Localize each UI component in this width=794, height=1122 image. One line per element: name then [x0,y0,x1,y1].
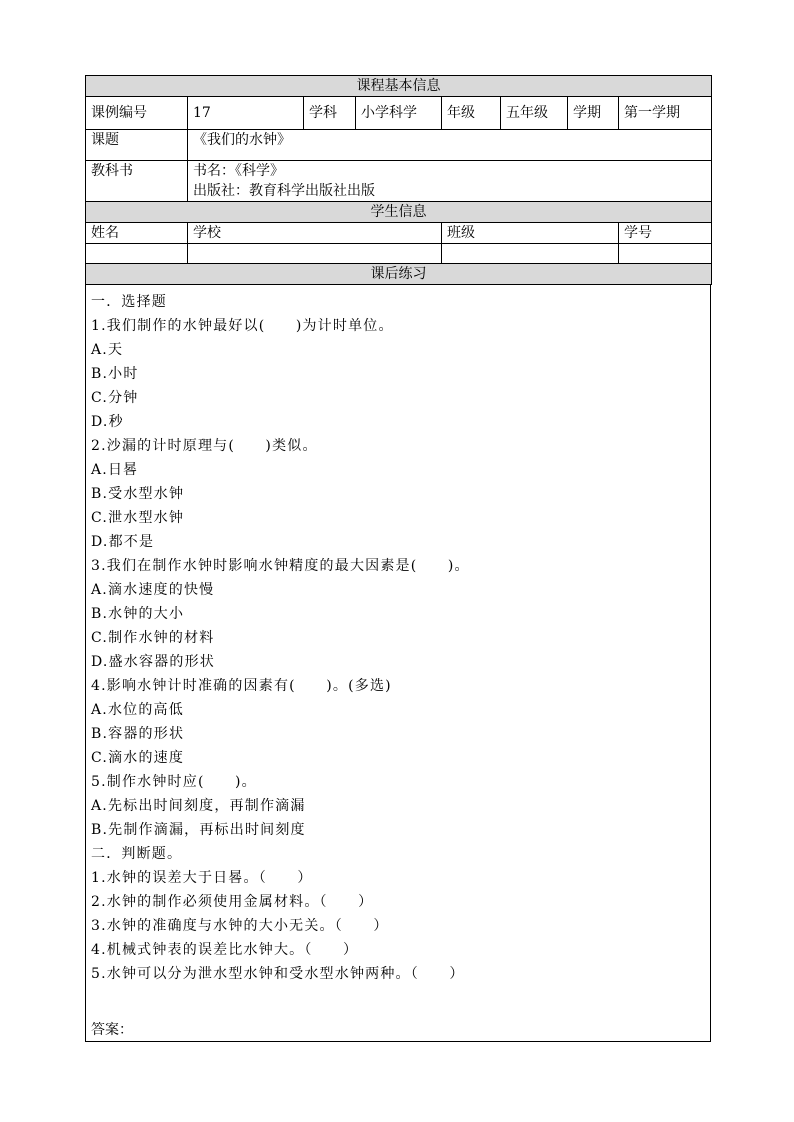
term-label: 学期 [568,97,619,130]
exercise-line: 2.水钟的制作必须使用金属材料。（ ） [91,894,374,910]
answer-label: 答案： [91,1022,133,1038]
name-field[interactable] [86,244,188,264]
exercise-line: 5.制作水钟时应( )。 [91,774,257,790]
student-info-header: 学生信息 [86,202,712,223]
case-no-label: 课例编号 [86,97,188,130]
book-name: 书名：《科学》 [193,163,284,179]
exercise-line: 一．选择题 [91,294,167,310]
exercise-line: 2.沙漏的计时原理与( )类似。 [91,438,318,454]
exercise-line: 4.机械式钟表的误差比水钟大。（ ） [91,942,359,958]
info-table [85,75,712,285]
exercise-line: 二．判断题。 [91,846,183,862]
publisher: 出版社：教育科学出版社出版 [193,183,375,199]
exercise-line: B.水钟的大小 [91,606,185,622]
student-id-label: 学号 [619,223,712,244]
class-label: 班级 [442,223,619,244]
subject-label: 学科 [304,97,356,130]
exercise-line: C.泄水型水钟 [91,510,185,526]
exercise-line: D.盛水容器的形状 [91,654,215,670]
exercise-header: 课后练习 [86,264,712,285]
exercise-line: 1.水钟的误差大于日晷。（ ） [91,870,313,886]
exercise-line: 1.我们制作的水钟最好以( )为计时单位。 [91,318,394,334]
topic-value: 《我们的水钟》 [188,130,712,161]
exercise-line: A.滴水速度的快慢 [91,582,215,598]
case-no-value: 17 [188,97,304,130]
exercise-line: B.受水型水钟 [91,486,185,502]
school-label: 学校 [188,223,442,244]
exercise-line: A.水位的高低 [91,702,184,718]
exercise-line: 5.水钟可以分为泄水型水钟和受水型水钟两种。（ ） [91,966,465,982]
exercise-line: 3.我们在制作水钟时影响水钟精度的最大因素是( )。 [91,558,470,574]
exercise-line: 3.水钟的准确度与水钟的大小无关。（ ） [91,918,389,934]
exercise-line: B.先制作滴漏，再标出时间刻度 [91,822,306,838]
term-value: 第一学期 [619,97,712,130]
exercise-line: B.容器的形状 [91,726,185,742]
exercise-line: C.制作水钟的材料 [91,630,215,646]
exercise-line: 4.影响水钟计时准确的因素有( )。(多选) [91,678,392,694]
exercise-line: A.日晷 [91,462,139,478]
exercise-line: D.秒 [91,414,124,430]
exercise-line: D.都不是 [91,534,155,550]
exercise-line: A.天 [91,342,124,358]
exercise-lines [91,290,705,986]
exercise-line: A.先标出时间刻度，再制作滴漏 [91,798,306,814]
worksheet [85,75,711,1042]
exercise-line: B.小时 [91,366,139,382]
school-field[interactable] [188,244,442,264]
basic-info-header: 课程基本信息 [86,76,712,97]
topic-label: 课题 [86,130,188,161]
subject-value: 小学科学 [356,97,442,130]
exercise-line: C.分钟 [91,390,139,406]
name-label: 姓名 [86,223,188,244]
class-field[interactable] [442,244,619,264]
textbook-value [188,161,712,202]
textbook-label: 教科书 [86,161,188,202]
grade-value: 五年级 [501,97,568,130]
exercise-line: C.滴水的速度 [91,750,185,766]
grade-label: 年级 [442,97,501,130]
student-id-field[interactable] [619,244,712,264]
exercise-section [85,285,711,1042]
